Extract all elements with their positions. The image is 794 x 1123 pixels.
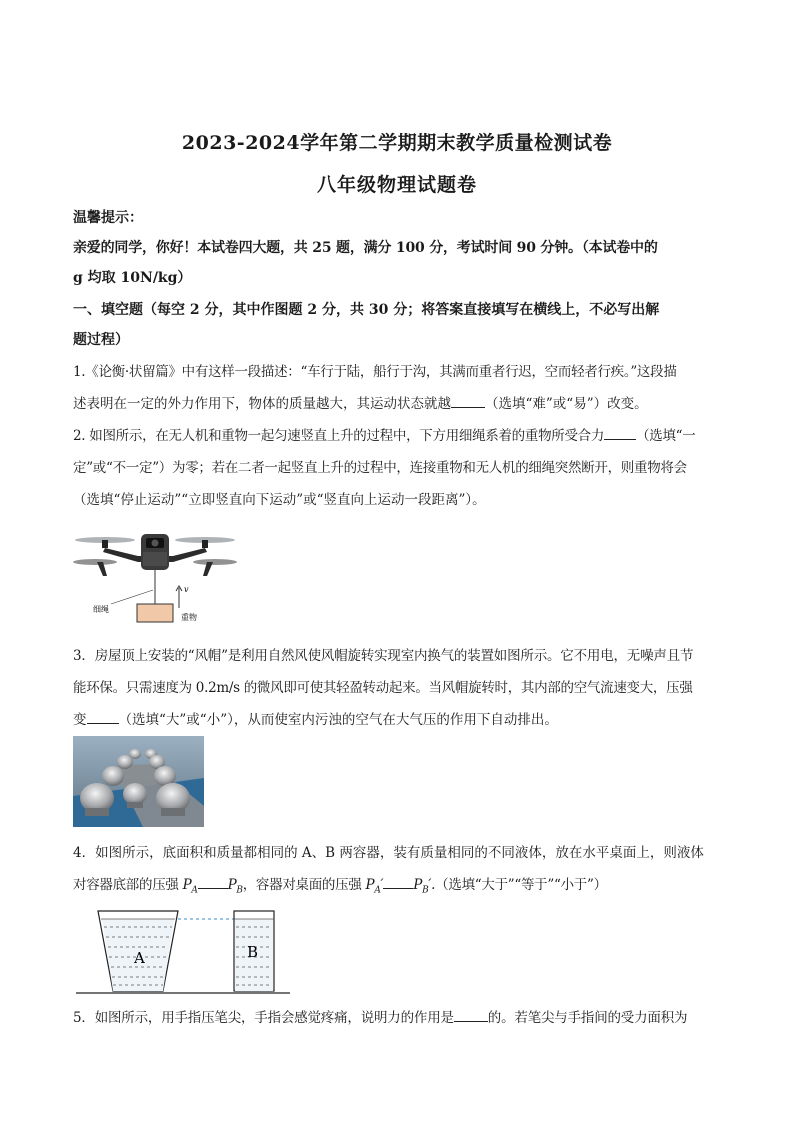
container-b-label: B bbox=[247, 943, 259, 961]
q2-line-3 bbox=[73, 484, 723, 516]
q4-pa: P bbox=[182, 877, 192, 893]
q4-pa2-prime: ′ bbox=[380, 877, 384, 893]
drone-weight-label: 重物 bbox=[181, 613, 197, 622]
q4-pb2: P bbox=[413, 877, 423, 893]
q4-pb2-prime: ′. bbox=[428, 877, 436, 893]
q2-text-a: 2. 如图所示，在无人机和重物一起匀速竖直上升的过程中，下方用细绳系着的重物所受合力 bbox=[73, 428, 605, 444]
q4-text-c: （选填“大于”“等于”“小于”） bbox=[435, 877, 607, 893]
q4-text-a: 对容器底部的压强 bbox=[73, 877, 183, 893]
q4-blank-2[interactable] bbox=[383, 874, 413, 889]
ventilator-photo bbox=[73, 736, 204, 827]
tip-line-1: 亲爱的同学，你好！本试卷四大题，共 25 题，满分 100 分，考试时间 90 分钟。（本试卷中的 bbox=[73, 240, 658, 256]
exam-title: 2023-2024学年第二学期期末教学质量检测试卷 bbox=[181, 132, 613, 154]
q4-pb2-sub: B bbox=[422, 885, 429, 896]
q4-pb: P bbox=[227, 877, 237, 893]
q4-text-b: ，容器对桌面的压强 bbox=[242, 877, 366, 893]
q2-text-b: （选填“一 bbox=[636, 428, 696, 444]
q3-line-2: 能环保。只需速度为 0.2m/s 的微风即可使其轻盈转动起来。当风帽旋转时，其内部的空气流速变大，压强 bbox=[73, 680, 693, 696]
q1-text-a: 述表明在一定的外力作用下，物体的质量越大，其运动状态就越 bbox=[73, 396, 451, 412]
containers-figure bbox=[76, 905, 290, 997]
q4-line-1: 4．如图所示，底面积和质量都相同的 A、B 两容器，装有质量相同的不同液体，放在水平桌面上，则液体 bbox=[73, 845, 704, 861]
q4-pb-sub: B bbox=[236, 885, 243, 896]
q2-text-c: 定”或“不一定”）为零；若在二者一起竖直上升的过程中，连接重物和无人机的细绳突然断开，则重物将会 bbox=[73, 460, 687, 476]
q3-blank[interactable] bbox=[87, 709, 119, 724]
q1-line-2 bbox=[73, 388, 723, 420]
q3-text-b: （选填“大”或“小”），从而使室内污浊的空气在大气压的作用下自动排出。 bbox=[118, 712, 558, 728]
section-1-heading-line-2: 题过程） bbox=[73, 332, 129, 348]
q1-text-b: （选填“难”或“易”）改变。 bbox=[485, 396, 648, 412]
q2-line-2 bbox=[73, 452, 723, 484]
q4-pa2-sub: A bbox=[374, 885, 381, 896]
exam-subtitle: 八年级物理试题卷 bbox=[316, 174, 477, 196]
q2-blank-1[interactable] bbox=[604, 425, 636, 440]
tip-label: 温馨提示： bbox=[73, 210, 143, 226]
drone-figure bbox=[73, 528, 238, 628]
q1-line-1: 1.《论衡·状留篇》中有这样一段描述：“车行于陆，船行于沟，其满而重者行迟，空而轻者行疾。”这段描 bbox=[73, 364, 677, 380]
q4-blank-1[interactable] bbox=[198, 874, 228, 889]
q3-line-1: 3．房屋顶上安装的“风帽”是利用自然风使风帽旋转实现室内换气的装置如图所示。它不用电，无噪声且节 bbox=[73, 648, 694, 664]
q3-text-a: 变 bbox=[73, 712, 87, 728]
q3-line-3 bbox=[73, 704, 723, 736]
section-1-heading-line-1: 一、填空题（每空 2 分，其中作图题 2 分，共 30 分；将答案直接填写在横线上，不必写出解 bbox=[73, 302, 660, 318]
q5-line-1 bbox=[73, 1002, 723, 1034]
q5-text-a: 5．如图所示，用手指压笔尖，手指会感觉疼痛，说明力的作用是 bbox=[73, 1010, 454, 1026]
q4-line-2 bbox=[73, 869, 723, 907]
q4-pa-sub: A bbox=[191, 885, 198, 896]
drone-v-label: v bbox=[184, 585, 189, 594]
q5-blank[interactable] bbox=[454, 1007, 488, 1022]
q1-blank[interactable] bbox=[451, 393, 485, 408]
container-a-label: A bbox=[134, 949, 145, 967]
q4-pa2: P bbox=[365, 877, 375, 893]
drone-rope-label: 细绳 bbox=[93, 605, 109, 614]
q2-text-d: （选填“停止运动”“立即竖直向下运动”或“竖直向上运动一段距离”）。 bbox=[73, 492, 486, 508]
q5-text-b: 的。若笔尖与手指间的受力面积为 bbox=[487, 1010, 688, 1026]
tip-line-2: g 均取 10N/kg） bbox=[73, 270, 192, 286]
q2-line-1 bbox=[73, 420, 723, 452]
